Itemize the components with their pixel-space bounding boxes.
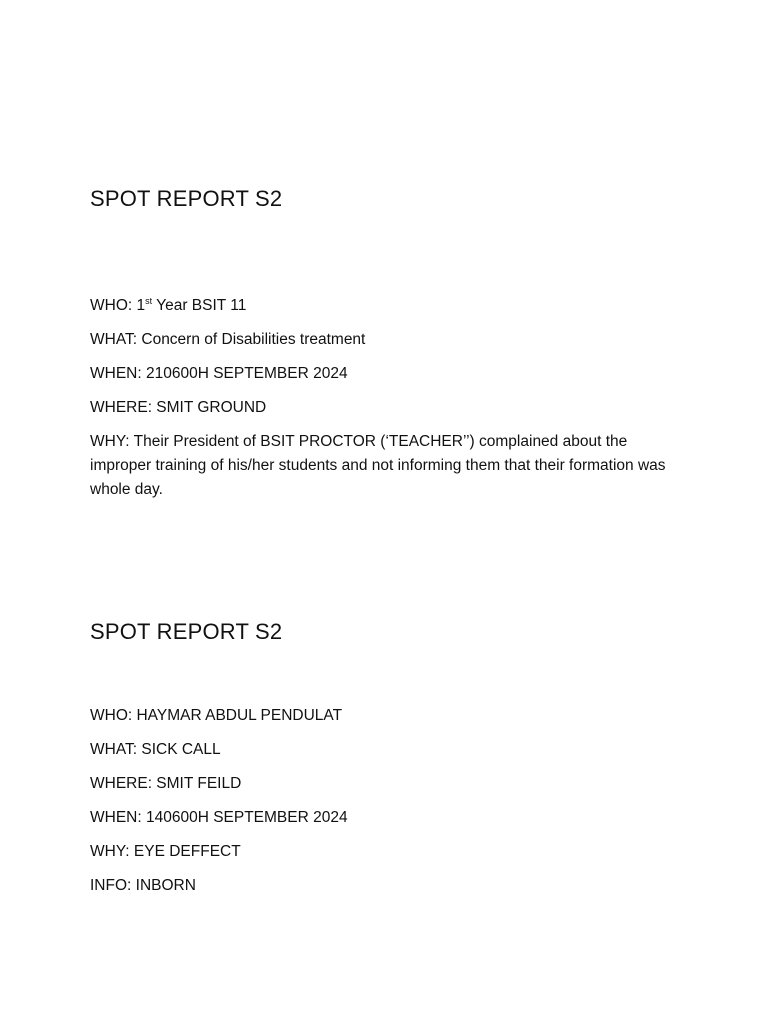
report-1-who (90, 294, 246, 318)
report-1-what: WHAT: Concern of Disabilities treatment (90, 331, 366, 348)
report-2-where: WHERE: SMIT FEILD (90, 775, 242, 792)
report-1-where: WHERE: SMIT GROUND (90, 399, 267, 416)
report-1-who-prefix: WHO: 1 (90, 297, 146, 314)
report-2-why: WHY: EYE DEFFECT (90, 843, 241, 860)
report-2-what: WHAT: SICK CALL (90, 741, 221, 758)
report-2-when: WHEN: 140600H SEPTEMBER 2024 (90, 809, 348, 826)
report-2-title: SPOT REPORT S2 (90, 619, 283, 644)
report-1-who-suffix: Year BSIT 11 (152, 297, 247, 314)
report-2-info: INFO: INBORN (90, 877, 196, 894)
report-1-title: SPOT REPORT S2 (90, 186, 283, 211)
report-1-why: WHY: Their President of BSIT PROCTOR (‘TEACHER’’) complained about the improper training of his/her students and not informing them that their formation was whole day. (90, 433, 666, 498)
report-2-who: WHO: HAYMAR ABDUL PENDULAT (90, 707, 343, 724)
report-1-who-sup: st (145, 295, 153, 306)
report-1-when: WHEN: 210600H SEPTEMBER 2024 (90, 365, 348, 382)
